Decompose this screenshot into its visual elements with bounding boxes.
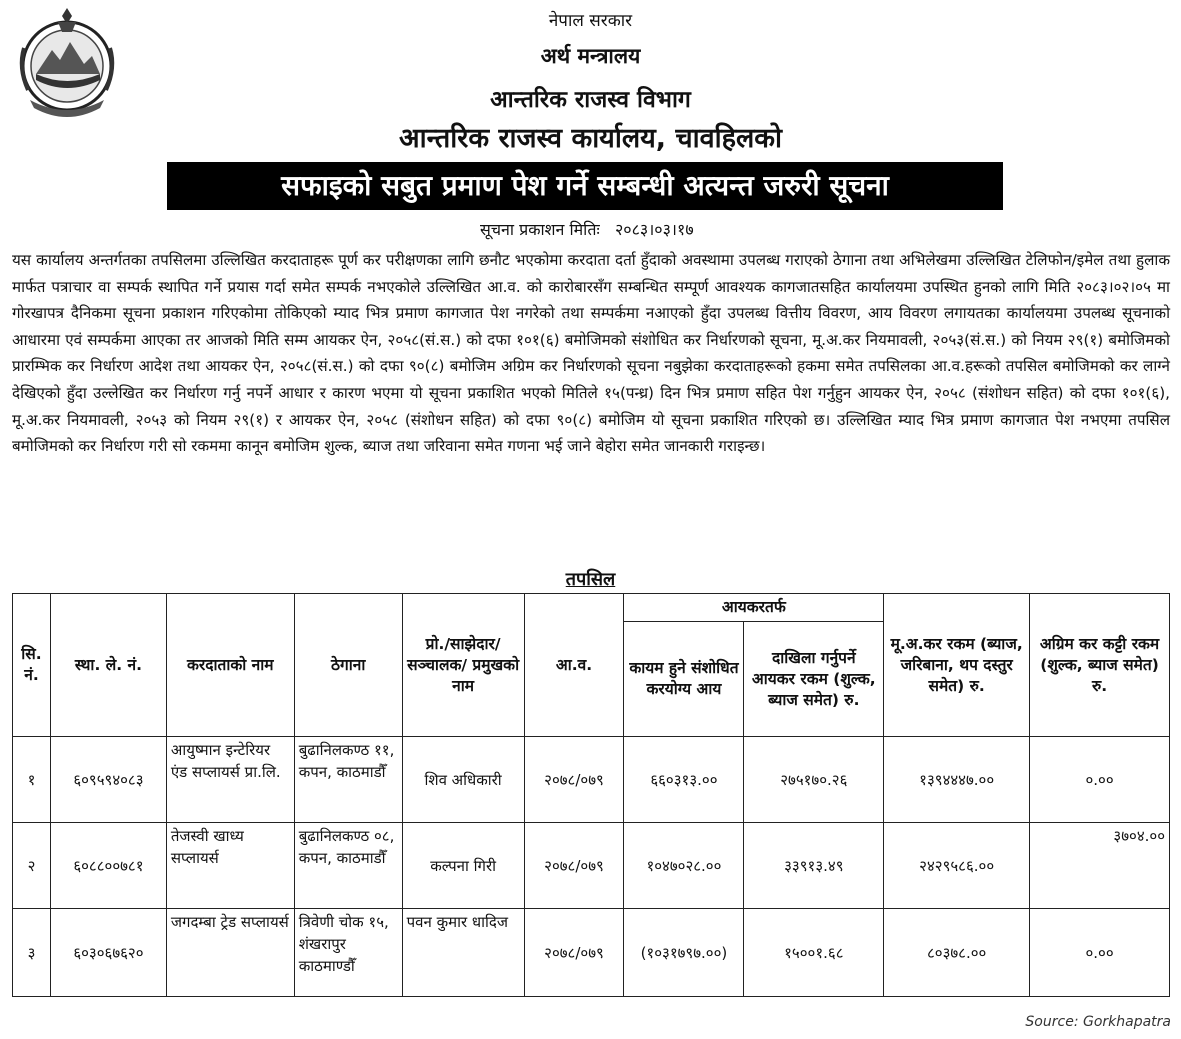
cell-address: बुढानिलकण्ठ ०८, कपन, काठमाडौँ bbox=[294, 823, 402, 909]
cell-advance-tax: ०.०० bbox=[1030, 909, 1170, 997]
schedule-title: तपसिल bbox=[565, 569, 616, 590]
table-row bbox=[13, 909, 1170, 997]
cell-taxpayer: जगदम्बा ट्रेड सप्लायर्स bbox=[166, 909, 294, 997]
cell-fiscal-year: २०७८/०७९ bbox=[524, 823, 624, 909]
header-income-tax-group: आयकरतर्फ bbox=[624, 594, 884, 622]
header-pan: स्था. ले. नं. bbox=[50, 594, 166, 737]
cell-income-tax-amount: १५००१.६८ bbox=[744, 909, 884, 997]
cell-assessable-income: (१०३१७९७.००) bbox=[624, 909, 744, 997]
header-income-tax-amount: दाखिला गर्नुपर्ने आयकर रकम (शुल्क, ब्याज समेत) रु. bbox=[744, 622, 884, 737]
cell-sn: २ bbox=[13, 823, 51, 909]
cell-pan: ६०८८००७८१ bbox=[50, 823, 166, 909]
cell-vat-amount: १३९४४४७.०० bbox=[884, 737, 1030, 823]
publication-date bbox=[480, 218, 694, 240]
header-assessable-income: कायम हुने संशोधित करयोग्य आय bbox=[624, 622, 744, 737]
cell-address: बुढानिलकण्ठ ११, कपन, काठमाडौँ bbox=[294, 737, 402, 823]
header-proprietor: प्रो./साझेदार/ सञ्चालक/ प्रमुखको नाम bbox=[402, 594, 524, 737]
cell-vat-amount: ८०३७८.०० bbox=[884, 909, 1030, 997]
header-government: नेपाल सरकार bbox=[548, 11, 633, 31]
header-ministry: अर्थ मन्त्रालय bbox=[540, 44, 641, 68]
header-office: आन्तरिक राजस्व कार्यालय, चावहिलको bbox=[399, 123, 782, 154]
table-header-row bbox=[13, 594, 1170, 622]
cell-proprietor: शिव अधिकारी bbox=[402, 737, 524, 823]
cell-fiscal-year: २०७८/०७९ bbox=[524, 737, 624, 823]
cell-income-tax-amount: ३३९१३.४९ bbox=[744, 823, 884, 909]
header-vat-amount: मू.अ.कर रकम (ब्याज, जरिबाना, थप दस्तुर समेत) रु. bbox=[884, 594, 1030, 737]
notice-title-banner: सफाइको सबुत प्रमाण पेश गर्ने सम्बन्धी अत्यन्त जरुरी सूचना bbox=[167, 162, 1003, 210]
header-advance-tax: अग्रिम कर कट्टी रकम (शुल्क, ब्याज समेत) रु. bbox=[1030, 594, 1170, 737]
cell-sn: ३ bbox=[13, 909, 51, 997]
publication-date-value: २०८३।०३।१७ bbox=[614, 220, 694, 239]
cell-advance-tax: ३७०४.०० bbox=[1030, 823, 1170, 909]
cell-proprietor: पवन कुमार धादिज bbox=[402, 909, 524, 997]
cell-income-tax-amount: २७५१७०.२६ bbox=[744, 737, 884, 823]
cell-proprietor: कल्पना गिरी bbox=[402, 823, 524, 909]
cell-assessable-income: ६६०३१३.०० bbox=[624, 737, 744, 823]
header-taxpayer: करदाताको नाम bbox=[166, 594, 294, 737]
source-credit: Source: Gorkhapatra bbox=[1025, 1014, 1171, 1030]
cell-advance-tax: ०.०० bbox=[1030, 737, 1170, 823]
cell-sn: १ bbox=[13, 737, 51, 823]
schedule-table bbox=[12, 593, 1170, 997]
cell-assessable-income: १०४७०२८.०० bbox=[624, 823, 744, 909]
header-department: आन्तरिक राजस्व विभाग bbox=[490, 87, 691, 113]
publication-date-label: सूचना प्रकाशन मितिः bbox=[480, 220, 600, 239]
cell-pan: ६०३०६७६२० bbox=[50, 909, 166, 997]
header-fiscal-year: आ.व. bbox=[524, 594, 624, 737]
notice-body: यस कार्यालय अन्तर्गतका तपसिलमा उल्लिखित करदाताहरू पूर्ण कर परीक्षणका लागि छनौट भएकोमा करदाता दर्ता हुँदाको अवस्थामा उपलब्ध गराएको ठेगाना तथा अभिलेखमा उल्लिखित टेलिफोन/इमेल तथा हुलाक मार्फत पत्राचार वा सम्पर्क स्थापित गर्ने प्रयास गर्दा समेत सम्पर्क नभएकोले उल्लिखित आ.व. को कारोबारसँग सम्बन्धित सम्पूर्ण आवश्यक कागजातसहित कार्यालयमा उपस्थित हुनको लागि मिति २०८३।०२।०५ मा गोरखापत्र दैनिकमा सूचना प्रकाशन गरिएकोमा तोकिएको म्याद भित्र प्रमाण कागजात पेश नगरेको तथा सम्पर्कमा नआएको हुँदा उपलब्ध वित्तीय विवरण, आय विवरण लगायतका कार्यालयमा उपलब्ध सूचनाको आधारमा एवं सम्पर्कमा आएका तर आजको मिति सम्म आयकर ऐन, २०५८(सं.स.) को दफा १०१(६) बमोजिमको संशोधित कर निर्धारणको सूचना, मू.अ.कर नियमावली, २०५३(सं.स.) को नियम २९(१) बमोजिमको प्रारम्भिक कर निर्धारण आदेश तथा आयकर ऐन, २०५८(सं.स.) को दफा ९०(८) बमोजिम अग्रिम कर निर्धारणको सूचना नबुझेका करदाताहरूको हकमा समेत तपसिलका आ.व.हरूको तपसिल बमोजिमको कर लाग्ने देखिएको हुँदा उल्लेखित कर निर्धारण गर्नु नपर्ने आधार र कारण भएमा यो सूचना प्रकाशित भएको मितिले १५(पन्ध्र) दिन भित्र प्रमाण सहित पेश गर्नुहुन आयकर ऐन, २०५८ (संशोधन सहित) को दफा १०१(६), मू.अ.कर नियमावली, २०५३ को नियम २९(१) र आयकर ऐन, २०५८ (संशोधन सहित) को दफा ९०(८) बमोजिम यो सूचना प्रकाशित गरिएको छ। उल्लिखित म्याद भित्र प्रमाण कागजात पेश नभएमा तपसिल बमोजिमको कर निर्धारण गरी सो रकममा कानून बमोजिम शुल्क, ब्याज तथा जरिवाना समेत गणना भई जाने बेहोरा समेत जानकारी गराइन्छ। bbox=[12, 251, 1170, 456]
header-address: ठेगाना bbox=[294, 594, 402, 737]
cell-pan: ६०९५९४०८३ bbox=[50, 737, 166, 823]
cell-fiscal-year: २०७८/०७९ bbox=[524, 909, 624, 997]
cell-address: त्रिवेणी चोक १५, शंखरापुर काठमाण्डौँ bbox=[294, 909, 402, 997]
header-sn: सि. नं. bbox=[13, 594, 51, 737]
table-row bbox=[13, 737, 1170, 823]
cell-taxpayer: तेजस्वी खाध्य सप्लायर्स bbox=[166, 823, 294, 909]
cell-vat-amount: २४२९५८६.०० bbox=[884, 823, 1030, 909]
table-row bbox=[13, 823, 1170, 909]
cell-taxpayer: आयुष्मान इन्टेरियर एंड सप्लायर्स प्रा.लि. bbox=[166, 737, 294, 823]
